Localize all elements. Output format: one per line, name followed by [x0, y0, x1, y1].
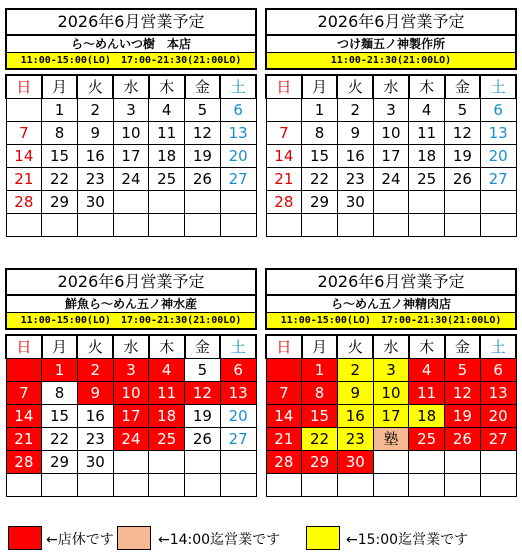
day-cell	[373, 213, 409, 236]
day-cell: 8	[302, 121, 338, 144]
day-cell: 30	[77, 190, 113, 213]
day-cell: 13	[480, 381, 516, 404]
weekday-header-row	[6, 335, 256, 358]
business-hours: 11:00-21:30(21:00LO)	[265, 53, 517, 70]
day-cell	[480, 213, 516, 236]
day-cell: 25	[409, 167, 445, 190]
day-cell: 18	[409, 144, 445, 167]
panel-title: 2026年6月営業予定	[265, 8, 517, 34]
day-cell: 18	[409, 404, 445, 427]
weekday-header-cell: 水	[113, 335, 149, 358]
day-cell: 21	[6, 167, 42, 190]
legend-until14-label: ←14:00迄営業です	[158, 532, 281, 548]
week-row	[6, 98, 256, 121]
day-cell: 16	[77, 404, 113, 427]
day-cell: 19	[185, 404, 221, 427]
day-cell: 1	[42, 98, 78, 121]
legend	[0, 520, 522, 556]
day-cell: 8	[302, 381, 338, 404]
day-cell: 2	[337, 98, 373, 121]
weekday-header-cell: 月	[302, 75, 338, 98]
weekday-header-cell: 月	[302, 335, 338, 358]
day-cell: 29	[42, 450, 78, 473]
store-name: つけ麺五ノ神製作所	[265, 34, 517, 53]
weekday-header-cell: 木	[149, 335, 185, 358]
day-cell	[149, 190, 185, 213]
day-cell: 21	[6, 427, 42, 450]
store-name: 鮮魚ら～めん五ノ神水産	[5, 294, 257, 313]
day-cell	[480, 473, 516, 496]
day-cell: 20	[480, 404, 516, 427]
day-cell: 29	[42, 190, 78, 213]
weekday-header-cell: 木	[409, 335, 445, 358]
day-cell: 25	[149, 167, 185, 190]
day-cell: 9	[77, 121, 113, 144]
day-cell: 19	[185, 144, 221, 167]
calendar-panel-tsukemen	[265, 8, 517, 237]
day-cell	[113, 473, 149, 496]
day-cell	[409, 213, 445, 236]
day-cell: 4	[149, 98, 185, 121]
day-cell: 22	[42, 167, 78, 190]
calendar-grid	[265, 74, 517, 237]
day-cell: 6	[480, 358, 516, 381]
day-cell: 27	[480, 167, 516, 190]
day-cell	[266, 213, 302, 236]
day-cell: 1	[42, 358, 78, 381]
week-row	[6, 167, 256, 190]
day-cell: 14	[266, 404, 302, 427]
business-hours: 11:00-15:00(LO) 17:00-21:30(21:00LO)	[265, 313, 517, 330]
day-cell: 10	[373, 121, 409, 144]
week-row	[6, 381, 256, 404]
day-cell	[445, 190, 481, 213]
day-cell: 26	[185, 167, 221, 190]
day-cell: 17	[113, 404, 149, 427]
day-cell: 8	[42, 381, 78, 404]
day-cell: 17	[373, 404, 409, 427]
day-cell: 30	[337, 190, 373, 213]
legend-until15-swatch	[306, 526, 340, 550]
week-row	[266, 213, 516, 236]
day-cell	[220, 450, 256, 473]
day-cell: 23	[337, 427, 373, 450]
day-cell: 25	[149, 427, 185, 450]
day-cell: 4	[149, 358, 185, 381]
day-cell: 4	[409, 98, 445, 121]
day-cell: 22	[302, 427, 338, 450]
day-cell: 21	[266, 427, 302, 450]
legend-until15-label: ←15:00迄営業です	[346, 532, 469, 548]
day-cell: 10	[373, 381, 409, 404]
legend-closed-swatch	[8, 526, 42, 550]
weekday-header-cell: 日	[6, 335, 42, 358]
day-cell: 10	[113, 381, 149, 404]
weekday-header-cell: 日	[266, 335, 302, 358]
day-cell: 12	[185, 381, 221, 404]
day-cell: 14	[6, 144, 42, 167]
day-cell: 12	[445, 381, 481, 404]
day-cell: 21	[266, 167, 302, 190]
day-cell: 11	[409, 121, 445, 144]
calendar-panel-suisan	[5, 268, 257, 497]
day-cell	[337, 213, 373, 236]
day-cell	[149, 450, 185, 473]
day-cell: 30	[337, 450, 373, 473]
week-row	[6, 144, 256, 167]
store-name: ら～めん五ノ神精肉店	[265, 294, 517, 313]
day-cell	[409, 450, 445, 473]
day-cell: 19	[445, 144, 481, 167]
day-cell: 11	[149, 381, 185, 404]
week-row	[6, 213, 256, 236]
day-cell: 2	[337, 358, 373, 381]
day-cell: 17	[373, 144, 409, 167]
day-cell: 15	[42, 404, 78, 427]
day-cell	[6, 213, 42, 236]
weekday-header-cell: 火	[337, 75, 373, 98]
day-cell: 15	[302, 144, 338, 167]
day-cell	[302, 213, 338, 236]
day-cell: 29	[302, 450, 338, 473]
week-row	[266, 381, 516, 404]
day-cell: 18	[149, 144, 185, 167]
day-cell: 塾	[373, 427, 409, 450]
week-row	[266, 190, 516, 213]
day-cell: 9	[337, 381, 373, 404]
day-cell	[445, 450, 481, 473]
calendar-grid	[265, 334, 517, 497]
day-cell: 2	[77, 98, 113, 121]
day-cell: 27	[220, 167, 256, 190]
day-cell: 16	[77, 144, 113, 167]
day-cell: 26	[185, 427, 221, 450]
weekday-header-cell: 月	[42, 75, 78, 98]
day-cell	[42, 213, 78, 236]
legend-closed-label: ←店休です	[46, 532, 114, 548]
day-cell: 5	[185, 98, 221, 121]
day-cell: 5	[445, 358, 481, 381]
day-cell	[6, 98, 42, 121]
day-cell	[185, 473, 221, 496]
day-cell: 26	[445, 427, 481, 450]
day-cell: 10	[113, 121, 149, 144]
day-cell	[480, 190, 516, 213]
weekday-header-cell: 土	[220, 75, 256, 98]
day-cell	[373, 473, 409, 496]
day-cell	[6, 358, 42, 381]
day-cell: 22	[302, 167, 338, 190]
legend-until14-swatch	[117, 526, 151, 550]
weekday-header-row	[6, 75, 256, 98]
day-cell: 11	[149, 121, 185, 144]
day-cell: 3	[113, 98, 149, 121]
day-cell: 24	[373, 167, 409, 190]
weekday-header-cell: 金	[185, 335, 221, 358]
day-cell: 9	[337, 121, 373, 144]
weekday-header-cell: 日	[266, 75, 302, 98]
day-cell: 13	[220, 121, 256, 144]
day-cell: 6	[220, 358, 256, 381]
weekday-header-cell: 土	[480, 75, 516, 98]
calendar-panel-seinikuten	[265, 268, 517, 497]
day-cell	[113, 190, 149, 213]
day-cell: 15	[302, 404, 338, 427]
day-cell	[220, 190, 256, 213]
day-cell	[113, 213, 149, 236]
day-cell	[42, 473, 78, 496]
day-cell: 5	[185, 358, 221, 381]
day-cell: 1	[302, 98, 338, 121]
day-cell	[220, 213, 256, 236]
day-cell: 19	[445, 404, 481, 427]
week-row	[6, 427, 256, 450]
day-cell: 5	[445, 98, 481, 121]
day-cell: 28	[6, 450, 42, 473]
day-cell	[445, 213, 481, 236]
day-cell: 14	[6, 404, 42, 427]
week-row	[266, 450, 516, 473]
weekday-header-cell: 金	[445, 335, 481, 358]
week-row	[266, 404, 516, 427]
day-cell: 14	[266, 144, 302, 167]
weekday-header-cell: 火	[77, 75, 113, 98]
day-cell: 7	[6, 381, 42, 404]
calendar-grid	[5, 334, 257, 497]
business-hours: 11:00-15:00(LO) 17:00-21:30(21:00LO)	[5, 313, 257, 330]
weekday-header-cell: 土	[220, 335, 256, 358]
weekday-header-cell: 水	[113, 75, 149, 98]
day-cell	[337, 473, 373, 496]
day-cell: 7	[266, 121, 302, 144]
weekday-header-cell: 木	[149, 75, 185, 98]
day-cell	[220, 473, 256, 496]
day-cell: 28	[266, 190, 302, 213]
weekday-header-row	[266, 335, 516, 358]
panel-title: 2026年6月営業予定	[5, 8, 257, 34]
week-row	[6, 404, 256, 427]
day-cell: 17	[113, 144, 149, 167]
week-row	[266, 358, 516, 381]
week-row	[266, 427, 516, 450]
day-cell	[373, 190, 409, 213]
day-cell: 27	[480, 427, 516, 450]
business-hours: 11:00-15:00(LO) 17:00-21:30(21:00LO)	[5, 53, 257, 70]
day-cell	[266, 473, 302, 496]
day-cell: 13	[480, 121, 516, 144]
day-cell: 20	[220, 404, 256, 427]
day-cell	[266, 98, 302, 121]
day-cell	[185, 213, 221, 236]
week-row	[266, 167, 516, 190]
weekday-header-cell: 金	[445, 75, 481, 98]
day-cell	[302, 473, 338, 496]
day-cell: 13	[220, 381, 256, 404]
day-cell	[77, 473, 113, 496]
day-cell: 9	[77, 381, 113, 404]
day-cell: 23	[77, 167, 113, 190]
week-row	[6, 450, 256, 473]
day-cell: 7	[266, 381, 302, 404]
day-cell: 27	[220, 427, 256, 450]
day-cell	[480, 450, 516, 473]
weekday-header-cell: 火	[77, 335, 113, 358]
day-cell: 28	[6, 190, 42, 213]
weekday-header-cell: 木	[409, 75, 445, 98]
calendar-grid	[5, 74, 257, 237]
day-cell: 4	[409, 358, 445, 381]
week-row	[6, 473, 256, 496]
day-cell	[6, 473, 42, 496]
weekday-header-cell: 火	[337, 335, 373, 358]
day-cell: 28	[266, 450, 302, 473]
week-row	[6, 121, 256, 144]
day-cell: 23	[77, 427, 113, 450]
day-cell	[266, 358, 302, 381]
day-cell: 29	[302, 190, 338, 213]
day-cell: 15	[42, 144, 78, 167]
day-cell	[445, 473, 481, 496]
day-cell	[77, 213, 113, 236]
day-cell: 23	[337, 167, 373, 190]
day-cell: 2	[77, 358, 113, 381]
weekday-header-row	[266, 75, 516, 98]
day-cell	[409, 190, 445, 213]
day-cell: 20	[480, 144, 516, 167]
day-cell: 25	[409, 427, 445, 450]
day-cell: 12	[185, 121, 221, 144]
day-cell: 16	[337, 404, 373, 427]
week-row	[266, 98, 516, 121]
day-cell: 24	[113, 167, 149, 190]
day-cell: 11	[409, 381, 445, 404]
day-cell: 3	[373, 98, 409, 121]
calendar-panel-honten	[5, 8, 257, 237]
day-cell: 6	[480, 98, 516, 121]
day-cell: 24	[113, 427, 149, 450]
day-cell	[373, 450, 409, 473]
week-row	[266, 121, 516, 144]
week-row	[6, 190, 256, 213]
day-cell	[185, 190, 221, 213]
week-row	[266, 473, 516, 496]
week-row	[6, 358, 256, 381]
day-cell	[409, 473, 445, 496]
weekday-header-cell: 月	[42, 335, 78, 358]
day-cell: 20	[220, 144, 256, 167]
week-row	[266, 144, 516, 167]
panel-title: 2026年6月営業予定	[265, 268, 517, 294]
day-cell: 7	[6, 121, 42, 144]
day-cell	[149, 473, 185, 496]
day-cell	[149, 213, 185, 236]
weekday-header-cell: 金	[185, 75, 221, 98]
day-cell: 26	[445, 167, 481, 190]
day-cell: 16	[337, 144, 373, 167]
weekday-header-cell: 土	[480, 335, 516, 358]
weekday-header-cell: 水	[373, 335, 409, 358]
day-cell: 30	[77, 450, 113, 473]
day-cell: 6	[220, 98, 256, 121]
day-cell: 22	[42, 427, 78, 450]
day-cell: 1	[302, 358, 338, 381]
store-name: ら～めんいつ樹 本店	[5, 34, 257, 53]
day-cell: 3	[373, 358, 409, 381]
day-cell: 8	[42, 121, 78, 144]
day-cell: 12	[445, 121, 481, 144]
weekday-header-cell: 水	[373, 75, 409, 98]
day-cell	[185, 450, 221, 473]
day-cell: 3	[113, 358, 149, 381]
panel-title: 2026年6月営業予定	[5, 268, 257, 294]
day-cell: 18	[149, 404, 185, 427]
weekday-header-cell: 日	[6, 75, 42, 98]
day-cell	[113, 450, 149, 473]
